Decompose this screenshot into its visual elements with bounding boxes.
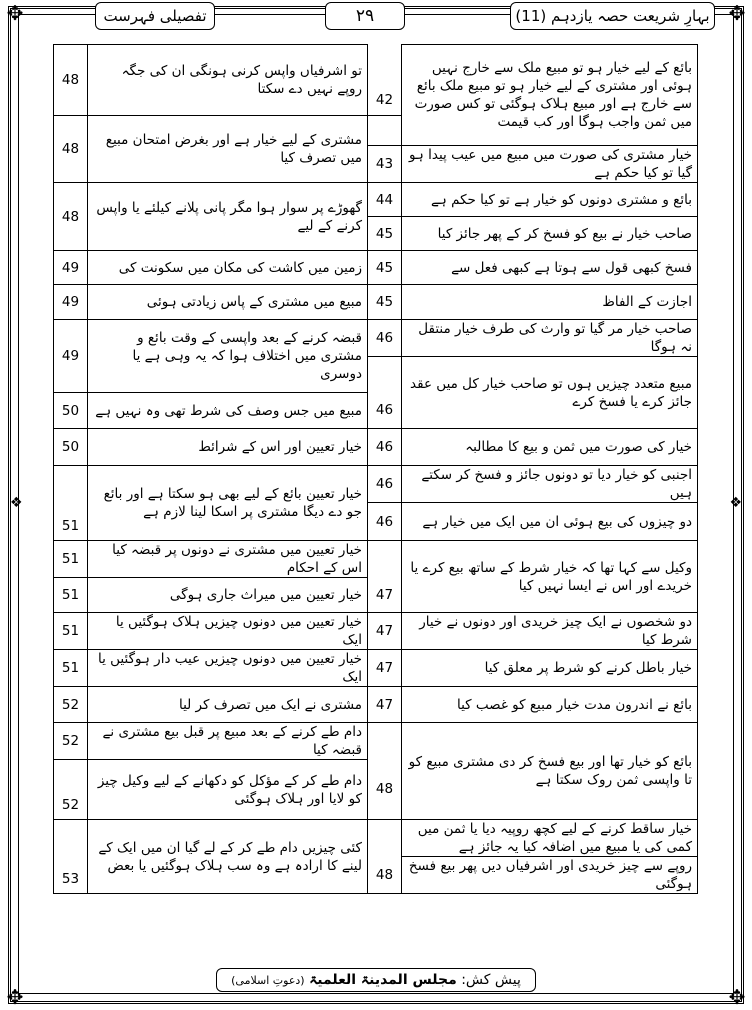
toc-entry: اجازت کے الفاظ	[402, 285, 698, 320]
table-row	[54, 183, 698, 217]
toc-entry: کئی چیزیں دام طے کر کے لے گیا ان میں ایک کے لینے کا ارادہ ہے وہ سب ہلاک ہوگئیں یا بعض	[88, 820, 368, 894]
toc-entry: مبیع میں جس وصف کی شرط تھی وہ نہیں ہے	[88, 393, 368, 429]
page-ref: 49	[54, 251, 88, 285]
page-ref: 47	[368, 613, 402, 650]
page-footer	[0, 968, 752, 992]
table-of-contents	[53, 44, 698, 894]
page-ref: 51	[54, 650, 88, 687]
toc-entry: قبضہ کرنے کے بعد واپسی کے وقت بائع و مشتری میں اختلاف ہوا کہ یہ وہی ہے یا دوسری	[88, 320, 368, 393]
toc-entry: صاحب خیار نے بیع کو فسخ کر کے پھر جائز کیا	[402, 217, 698, 251]
table-row	[54, 820, 698, 857]
page-ref: 48	[54, 183, 88, 251]
toc-entry: مبیع متعدد چیزیں ہوں تو صاحب خیار کل میں عقد جائز کرے یا فسخ کرے	[402, 357, 698, 429]
toc-entry: زمین میں کاشت کی مکان میں سکونت کی	[88, 251, 368, 285]
toc-entry: دام طے کرنے کے بعد مبیع پر قبل بیع مشتری نے قبضہ کیا	[88, 723, 368, 760]
toc-entry: بائع و مشتری دونوں کو خیار ہے تو کیا حکم ہے	[402, 183, 698, 217]
toc-entry: بائع کو خیار تھا اور بیع فسخ کر دی مشتری مبیع کو تا واپسی ثمن روک سکتا ہے	[402, 723, 698, 820]
toc-entry: بائع کے لیے خیار ہو تو مبیع ملک سے خارج نہیں ہوئی اور مشتری کے لیے خیار ہو تو مبیع ملک بائع سے خارج ہے اور مبیع ہلاک ہوگئی تو کس صورت میں ثمن واجب ہوگا اور کب قیمت	[402, 45, 698, 146]
page-header	[40, 2, 712, 34]
page-ref: 44	[368, 183, 402, 217]
toc-entry: بائع نے اندرون مدت خیار مبیع کو غصب کیا	[402, 687, 698, 723]
section-title: تفصیلی فہرست	[95, 2, 215, 30]
toc-entry: تو اشرفیاں واپس کرنی ہونگی ان کی جگہ روپے نہیں دے سکتا	[88, 45, 368, 116]
page-ref: 46	[368, 429, 402, 466]
toc-entry: خیار تعیین میں دونوں چیزیں ہلاک ہوگئیں یا ایک	[88, 613, 368, 650]
page-ref	[368, 357, 402, 393]
table-row	[54, 466, 698, 503]
corner-ornament-icon: ✥	[728, 1, 746, 25]
page-ref	[368, 723, 402, 760]
table-row	[54, 429, 698, 466]
publisher-name: مجلس المدینۃ العلمیۃ	[309, 972, 457, 988]
table-row	[54, 285, 698, 320]
table-row	[54, 723, 698, 760]
table-row	[54, 650, 698, 687]
toc-entry: دو شخصوں نے ایک چیز خریدی اور دونوں نے خیار شرط کیا	[402, 613, 698, 650]
toc-entry: خیار تعیین میں میراث جاری ہوگی	[88, 578, 368, 613]
page-ref: 45	[368, 285, 402, 320]
page-ref: 46	[368, 466, 402, 503]
page-ref: 46	[368, 393, 402, 429]
table-row	[54, 45, 698, 86]
toc-entry: اجنبی کو خیار دیا تو دونوں جائز و فسخ کر سکتے ہیں	[402, 466, 698, 503]
page-ref: 49	[54, 285, 88, 320]
page-ref: 49	[54, 320, 88, 393]
page-ref: 52	[54, 760, 88, 820]
toc-entry: دام طے کر کے مؤکل کو دکھانے کے لیے وکیل چیز کو لایا اور ہلاک ہوگئی	[88, 760, 368, 820]
table-row	[54, 251, 698, 285]
page-ref: 53	[54, 820, 88, 894]
page-ref: 43	[368, 146, 402, 183]
page-ref: 51	[54, 541, 88, 578]
toc-entry: فسخ کبھی قول سے ہوتا ہے کبھی فعل سے	[402, 251, 698, 285]
page-ref	[368, 820, 402, 857]
toc-entry: روپے سے چیز خریدی اور اشرفیاں دیں پھر بیع فسخ ہوگئی	[402, 857, 698, 894]
table-row	[54, 320, 698, 357]
page-ref: 48	[54, 45, 88, 116]
toc-entry: خیار کی صورت میں ثمن و بیع کا مطالبہ	[402, 429, 698, 466]
table-row	[54, 613, 698, 650]
page-number: ۲۹	[325, 2, 405, 30]
book-title: بہارِ شریعت حصہ یازدہم (11)	[510, 2, 715, 30]
table-row	[54, 687, 698, 723]
page-ref: 42	[368, 86, 402, 116]
toc-entry: گھوڑے پر سوار ہوا مگر پانی پلانے کیلئے یا واپس کرنے کے لیے	[88, 183, 368, 251]
toc-entry: مشتری نے ایک میں تصرف کر لیا	[88, 687, 368, 723]
toc-entry: خیار تعیین میں مشتری نے دونوں پر قبضہ کیا اس کے احکام	[88, 541, 368, 578]
toc-entry: خیار ساقط کرنے کے لیے کچھ روپیہ دیا یا ثمن میں کمی کی یا مبیع میں اضافہ کیا یہ جائز ہے	[402, 820, 698, 857]
page-ref: 52	[54, 723, 88, 760]
page-ref: 50	[54, 393, 88, 429]
page-ref: 48	[54, 116, 88, 183]
toc-entry: خیار تعیین اور اس کے شرائط	[88, 429, 368, 466]
publisher-subtitle: (دعوتِ اسلامی)	[231, 974, 305, 987]
side-ornament-icon: ❖	[729, 495, 742, 511]
table-row	[54, 541, 698, 578]
page-ref: 47	[368, 578, 402, 613]
toc-entry: مشتری کے لیے خیار ہے اور بغرض امتحان مبیع میں تصرف کیا	[88, 116, 368, 183]
corner-ornament-icon: ✥	[6, 985, 24, 1009]
toc-entry: وکیل سے کہا تھا کہ خیار شرط کے ساتھ بیع کرے یا خریدے اور اس نے ایسا نہیں کیا	[402, 541, 698, 613]
toc-entry: خیار تعیین بائع کے لیے بھی ہو سکتا ہے اور بائع جو دے دیگا مشتری پر اسکا لینا لازم ہے	[88, 466, 368, 541]
page-ref: 50	[54, 429, 88, 466]
page-ref	[368, 541, 402, 578]
page-ref: 51	[54, 578, 88, 613]
page-ref	[368, 45, 402, 86]
toc-entry: دو چیزوں کی بیع ہوئی ان میں ایک میں خیار ہے	[402, 503, 698, 541]
toc-entry: خیار باطل کرنے کو شرط پر معلق کیا	[402, 650, 698, 687]
page-ref: 48	[368, 760, 402, 820]
page-ref	[368, 116, 402, 146]
page-ref: 46	[368, 320, 402, 357]
page-ref: 45	[368, 251, 402, 285]
corner-ornament-icon: ✥	[6, 1, 24, 25]
toc-entry: خیار تعیین میں دونوں چیزیں عیب دار ہوگئیں یا ایک	[88, 650, 368, 687]
page-ref: 52	[54, 687, 88, 723]
publisher-box	[216, 968, 536, 992]
toc-entry: صاحب خیار مر گیا تو وارث کی طرف خیار منتقل نہ ہوگا	[402, 320, 698, 357]
page-ref: 51	[54, 613, 88, 650]
page-ref: 51	[54, 466, 88, 541]
page-ref: 45	[368, 217, 402, 251]
toc-entry: خیار مشتری کی صورت میں مبیع میں عیب پیدا ہو گیا تو کیا حکم ہے	[402, 146, 698, 183]
footer-prefix: پیش کش:	[461, 972, 521, 988]
page-ref: 47	[368, 650, 402, 687]
page-ref: 48	[368, 857, 402, 894]
page-ref: 47	[368, 687, 402, 723]
corner-ornament-icon: ✥	[728, 985, 746, 1009]
page-ref: 46	[368, 503, 402, 541]
side-ornament-icon: ❖	[10, 495, 23, 511]
toc-entry: مبیع میں مشتری کے پاس زیادتی ہوئی	[88, 285, 368, 320]
